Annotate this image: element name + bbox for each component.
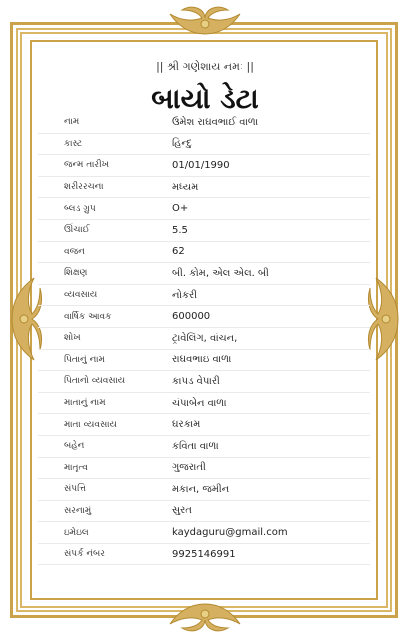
row-value: બી. કોમ, એલ એલ. બી (172, 267, 269, 279)
details-table (38, 112, 370, 565)
detail-row-caste (38, 134, 370, 156)
row-label: માતાનું નામ (64, 398, 106, 409)
row-label: ઇમેઇલ (64, 527, 89, 538)
row-value: કવિતા વાળા (172, 440, 219, 452)
row-value: સુરત (172, 505, 192, 517)
row-value: ઘરકામ (172, 419, 201, 431)
detail-row-contact (38, 544, 370, 566)
detail-row-property (38, 479, 370, 501)
detail-row-height (38, 220, 370, 242)
row-value: 5.5 (172, 224, 188, 236)
row-value: મધ્યમ (172, 181, 199, 193)
detail-row-blood-group (38, 198, 370, 220)
row-value: ગુજરાતી (172, 462, 206, 474)
row-value: ટ્રાવેલિંગ, વાંચન, (172, 332, 238, 344)
row-label: જન્મ તારીખ (64, 160, 110, 171)
row-label: નામ (64, 117, 80, 128)
row-label: શોખ (64, 333, 81, 344)
detail-row-father-name (38, 350, 370, 372)
detail-row-name (38, 112, 370, 134)
top-ornament-icon (160, 4, 250, 40)
detail-row-income (38, 306, 370, 328)
row-value: 9925146991 (172, 548, 236, 560)
row-label: વ્યવસાય (64, 290, 98, 301)
detail-row-dob (38, 155, 370, 177)
detail-row-mother-tongue (38, 458, 370, 480)
row-label: વજન (64, 246, 85, 257)
detail-row-mother-occupation (38, 414, 370, 436)
row-value: O+ (172, 203, 189, 215)
row-value: નોકરી (172, 289, 198, 301)
row-label: બ્લડ ગ્રુપ (64, 203, 96, 214)
row-label: બહેન (64, 441, 85, 452)
row-label: સંપત્તિ (64, 484, 87, 495)
detail-row-address (38, 501, 370, 523)
row-value: 600000 (172, 311, 211, 323)
detail-row-physique (38, 177, 370, 199)
row-label: માતા વ્યવસાય (64, 419, 117, 430)
row-value: kaydaguru@gmail.com (172, 527, 288, 539)
row-value: 01/01/1990 (172, 159, 230, 171)
detail-row-sister (38, 436, 370, 458)
row-label: કાસ્ટ (64, 138, 83, 149)
row-value: ચંપાબેન વાળા (172, 397, 227, 409)
right-ornament-icon (366, 264, 406, 374)
detail-row-hobbies (38, 328, 370, 350)
row-label: શરીરરચના (64, 182, 104, 193)
row-label: પિતાનો વ્યવસાય (64, 376, 126, 387)
detail-row-occupation (38, 285, 370, 307)
detail-row-weight (38, 242, 370, 264)
row-value: 62 (172, 246, 185, 258)
row-label: પિતાનું નામ (64, 354, 105, 365)
detail-row-father-occupation (38, 371, 370, 393)
detail-row-mother-name (38, 393, 370, 415)
invocation-text: || શ્રી ગણેશાય નમઃ || (156, 60, 254, 73)
row-value: મકાન, જમીન (172, 483, 230, 495)
row-label: વાર્ષિક આવક (64, 311, 112, 322)
row-value: કાપડ વેપારી (172, 375, 220, 387)
row-label: શિક્ષણ (64, 268, 88, 279)
row-value: ઉમેશ રાઘવભાઈ વાળા (172, 116, 259, 128)
bottom-ornament-icon (160, 598, 250, 636)
row-label: માતૃત્વ (64, 462, 88, 473)
row-label: સરનામું (64, 505, 92, 516)
detail-row-education (38, 263, 370, 285)
row-label: સંપર્ક નંબર (64, 549, 105, 560)
row-value: રાઘવભાઇ વાળા (172, 354, 232, 366)
row-label: ઊંચાઈ (64, 225, 90, 236)
row-value: હિન્દુ (172, 138, 192, 150)
page-title: બાયો ડેટા (151, 82, 259, 115)
detail-row-email (38, 522, 370, 544)
